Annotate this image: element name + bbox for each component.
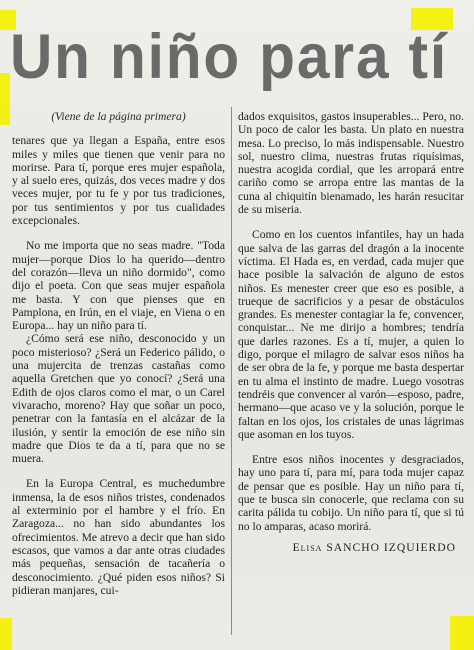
left-column — [12, 110, 225, 597]
right-column — [238, 110, 464, 554]
highlighter-mark-bottom-left — [0, 618, 12, 650]
article-signature — [238, 541, 464, 554]
paragraph: Como en los cuentos infantiles, hay un hada que salva de las garras del dragón a la inocente víctima. El Hada es, en verdad, cada mujer que hace posible la salvación de alguno de estos niños. Es menester creer que eso es posible, a trueque de sacrificios y a pesar de obstáculos grandes. Es menester contagiar la fe, convencer, conquistar... Ne me dirijo a hombres; tendría que darles razones. Es a tí, mujer, a quien lo digo, porque el milagro de salvar esos niños ha de ser obra de la fe, y porque me basta despertar en tu alma el instinto de madre. Luego vosotras tendréis que convencer al varón—esposo, padre, hermano—que acaso ve y la solución, porque le faltan en los ojos, los cristales de unas lágrimas que asoman en los tuyos. — [238, 228, 464, 441]
article-subhead: (Viene de la página primera) — [51, 110, 186, 123]
paragraph: En la Europa Central, es muchedumbre inmensa, la de esos niños tristes, condenados al exterminio por el hambre y el frío. En Zaragoza... no han sido abundantes los ofrecimientos. Me atrevo a decir que han sido escasos, que vamos a dar ante otras ciudades más pequeñas, sensación de tacañería o desconocimiento. ¿Qué piden esos niños? Si pidieran manjares, cui- — [12, 477, 225, 597]
paragraph: Entre esos niños inocentes y desgraciados, hay uno para tí, para mí, para toda mujer capaz de pensar que es posible. Hay un niño para tí, que te busca sin conocerle, que reclama con su carita pálida tu cobijo. Un niño para tí, que si tú no lo amparas, acaso morirá. — [238, 453, 464, 533]
highlighter-mark-left — [0, 73, 10, 125]
article-headline: Un niño para tí — [10, 22, 449, 92]
column-divider — [231, 107, 232, 635]
paragraph: No me importa que no seas madre. "Toda mujer—porque Dios lo ha querido—dentro del corazón—lleva un niño dormido", como dijo el poeta. Con que seas mujer española me basta. Y con que pienses que en Pamplona, en Irún, en el viaje, en Viena o en Europa... hay un niño para tí. — [12, 239, 225, 333]
paragraph: ¿Cómo será ese niño, desconocido y un poco misterioso? ¿Será un Federico pálido, o una mujercita de trenzas castañas como aquella Gretchen que yo conocí? ¿Será una Edith de ojos claros como el mar, o un Carel vivaracho, moreno? Hay que soñar un poco, penetrar con la fantasía en el alcázar de la ilusión, y sentir la emoción de ese niño sin madre que Dios te da a tí, para que no se muera. — [12, 332, 225, 466]
paragraph: dados exquisitos, gastos insuperables... Pero, no. Un poco de calor les basta. Un plato en nuestra mesa. Lo preciso, lo más indispensable. Nuestro sol, nuestro clima, nuestras frutas riquísimas, nuestra acogida cordial, que les arropará entre cariño como se arropa entre las mantas de la cuna al chiquitín bienamado, les harán resucitar de su miseria. — [238, 110, 464, 217]
highlighter-mark-bottom-right — [450, 616, 474, 650]
author-name: Elisa SANCHO IZQUIERDO — [292, 540, 456, 554]
paragraph: tenares que ya llegan a España, entre esos miles y miles que tienen que venir para no morirse. Para tí, porque eres mujer española, y al suelo eres, quizás, dos veces madre y dos veces mujer, por tu fe y por tus tradiciones, por tus sentimientos y por tus cualidades excepcionales. — [12, 134, 225, 228]
